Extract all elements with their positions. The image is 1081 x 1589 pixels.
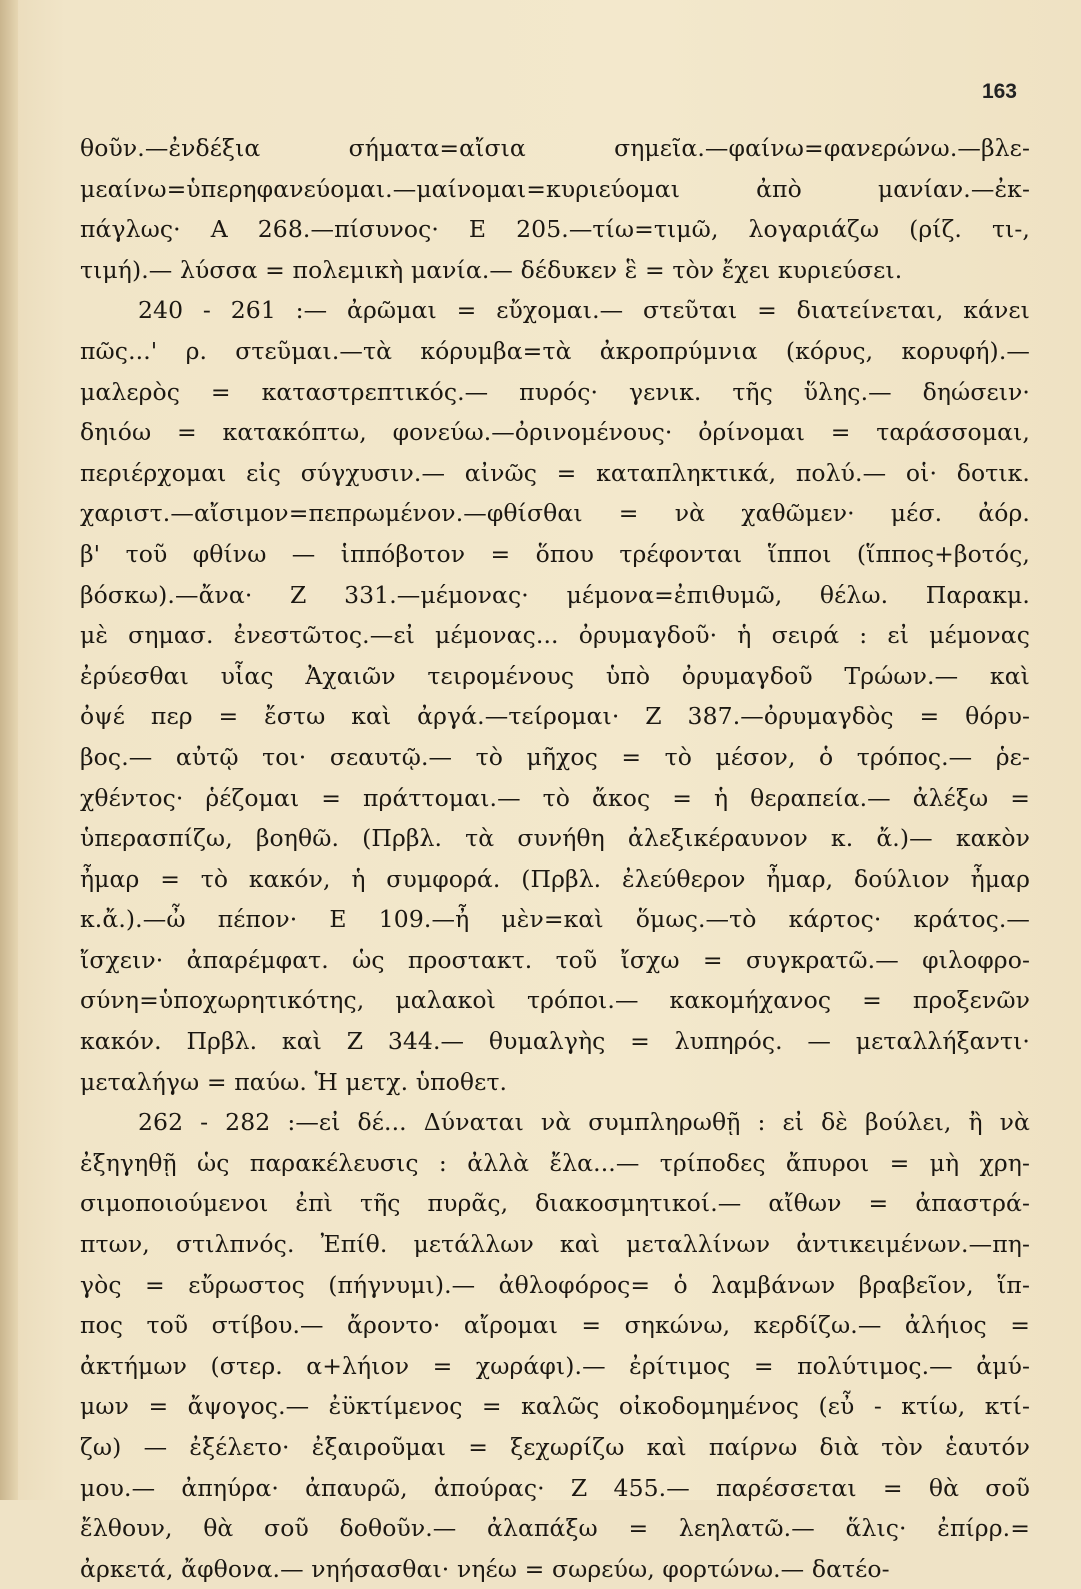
text-line: μεαίνω=ὑπερηφανεύομαι.—μαίνομαι=κυριεύομαι ἀπὸ μανίαν.—ἐκ- (80, 174, 1030, 203)
text-line: γὸς = εὔρωστος (πήγνυμι).— ἀθλοφόρος= ὁ λαμβάνων βραβεῖον, ἵπ- (80, 1270, 1030, 1299)
text-line: πος τοῦ στίβου.— ἄροντο· αἴρομαι = σηκώνω, κερδίζω.— ἀλήιος = (80, 1311, 1030, 1340)
text-line: ἦμαρ = τὸ κακόν, ἡ συμφορά. (Πρβλ. ἐλεύθερον ἦμαρ, δούλιον ἦμαρ (80, 864, 1030, 893)
text-line: βος.— αὐτῷ τοι· σεαυτῷ.— τὸ μῆχος = τὸ μέσον, ὁ τρόπος.— ῥε- (80, 742, 1030, 771)
text-line: μεταλήγω = παύω. Ἡ μετχ. ὑποθετ. (80, 1067, 508, 1096)
text-line: β' τοῦ φθίνω — ἱππόβοτον = ὅπου τρέφονται ἵπποι (ἵππος+βοτός, (80, 539, 1030, 568)
text-line: πῶς...' ρ. στεῦμαι.—τὰ κόρυμβα=τὰ ἀκροπρύμνια (κόρυς, κορυφή).— (80, 336, 1030, 365)
text-line: μαλερὸς = καταστρεπτικός.— πυρός· γενικ. τῆς ὕλης.— δηώσειν· (80, 377, 1030, 406)
binding-shadow (0, 0, 18, 1500)
text-line: μων = ἄψογος.— ἐϋκτίμενος = καλῶς οἰκοδομημένος (εὖ - κτίω, κτί- (80, 1392, 1030, 1421)
text-line: ὑπερασπίζω, βοηθῶ. (Πρβλ. τὰ συνήθη ἀλεξικέραυνον κ. ἄ.)— κακὸν (80, 824, 1030, 853)
text-line: πτων, στιλπνός. Ἐπίθ. μετάλλων καὶ μεταλλίνων ἀντικειμένων.—πη- (80, 1230, 1030, 1259)
text-line: δηιόω = κατακόπτω, φονεύω.—ὀρινομένους· ὀρίνομαι = ταράσσομαι, (80, 418, 1030, 447)
text-line: πάγλως· Α 268.—πίσυνος· Ε 205.—τίω=τιμῶ, λογαριάζω (ρίζ. τι-, (80, 215, 1030, 244)
text-line: ἴσχειν· ἀπαρέμφατ. ὡς προστακτ. τοῦ ἴσχω = συγκρατῶ.— φιλοφρο- (80, 945, 1030, 974)
text-line: ἔλθουν, θὰ σοῦ δοθοῦν.— ἀλαπάξω = λεηλατῶ.— ἅλις· ἐπίρρ.= (80, 1514, 1030, 1543)
text-line: κ.ἄ.).—ὦ πέπον· Ε 109.—ἦ μὲν=καὶ ὅμως.—τὸ κάρτος· κράτος.— (80, 905, 1030, 934)
text-line: ἀκτήμων (στερ. α+λήιον = χωράφι).— ἐρίτιμος = πολύτιμος.— ἀμύ- (80, 1351, 1030, 1380)
text-line: ἀρκετά, ἄφθονα.— νηήσασθαι· νηέω = σωρεύω, φορτώνω.— δατέο- (80, 1554, 890, 1583)
text-line: θοῦν.—ἐνδέξια σήματα=αἴσια σημεῖα.—φαίνω=φανερώνω.—βλε- (80, 134, 1030, 162)
text-line: περιέρχομαι εἰς σύγχυσιν.— αἰνῶς = καταπληκτικά, πολύ.— οἱ· δοτικ. (80, 458, 1030, 487)
text-line: 262 - 282 :—εἰ δέ... Δύναται νὰ συμπληρωθῇ : εἰ δὲ βούλει, ἢ νὰ (138, 1108, 1030, 1137)
text-line: ἐξηγηθῇ ὡς παρακέλευσις : ἀλλὰ ἔλα...— τρίποδες ἄπυροι = μὴ χρη- (80, 1148, 1030, 1177)
commentary-text (80, 128, 1030, 1589)
text-line: μὲ σημασ. ἐνεστῶτος.—εἰ μέμονας... ὀρυμαγδοῦ· ἡ σειρά : εἰ μέμονας (80, 621, 1030, 650)
text-line: βόσκω).—ἄνα· Ζ 331.—μέμονας· μέμονα=ἐπιθυμῶ, θέλω. Παρακμ. (80, 580, 1030, 609)
text-line: 240 - 261 :— ἀρῶμαι = εὔχομαι.— στεῦται = διατείνεται, κάνει (138, 296, 1030, 325)
text-line: ζω) — ἐξέλετο· ἐξαιροῦμαι = ξεχωρίζω καὶ παίρνω διὰ τὸν ἑαυτόν (80, 1433, 1030, 1461)
page-number: 163 (981, 80, 1017, 103)
text-line: τιμή).— λύσσα = πολεμικὴ μανία.— δέδυκεν ἓ = τὸν ἔχει κυριεύσει. (80, 255, 903, 284)
text-line: ὀψέ περ = ἔστω καὶ ἀργά.—τείρομαι· Ζ 387.—ὀρυμαγδὸς = θόρυ- (80, 702, 1030, 731)
text-line: ἐρύεσθαι υἷας Ἀχαιῶν τειρομένους ὑπὸ ὀρυμαγδοῦ Τρώων.— καὶ (80, 661, 1030, 690)
text-line: μου.— ἀπηύρα· ἀπαυρῶ, ἀπούρας· Ζ 455.— παρέσσεται = θὰ σοῦ (80, 1473, 1030, 1502)
text-line: χαριστ.—αἴσιμον=πεπρωμένον.—φθίσθαι = νὰ χαθῶμεν· μέσ. ἀόρ. (80, 499, 1030, 528)
text-line: χθέντος· ῥέζομαι = πράττομαι.— τὸ ἄκος = ἡ θεραπεία.— ἀλέξω = (80, 783, 1030, 812)
text-line: κακόν. Πρβλ. καὶ Ζ 344.— θυμαλγὴς = λυπηρός. — μεταλλήξαντι· (80, 1027, 1030, 1056)
text-line: σύνη=ὑποχωρητικότης, μαλακοὶ τρόποι.— κακομήχανος = προξενῶν (80, 986, 1030, 1015)
text-line: σιμοποιούμενοι ἐπὶ τῆς πυρᾶς, διακοσμητικοί.— αἴθων = ἀπαστρά- (80, 1189, 1030, 1218)
